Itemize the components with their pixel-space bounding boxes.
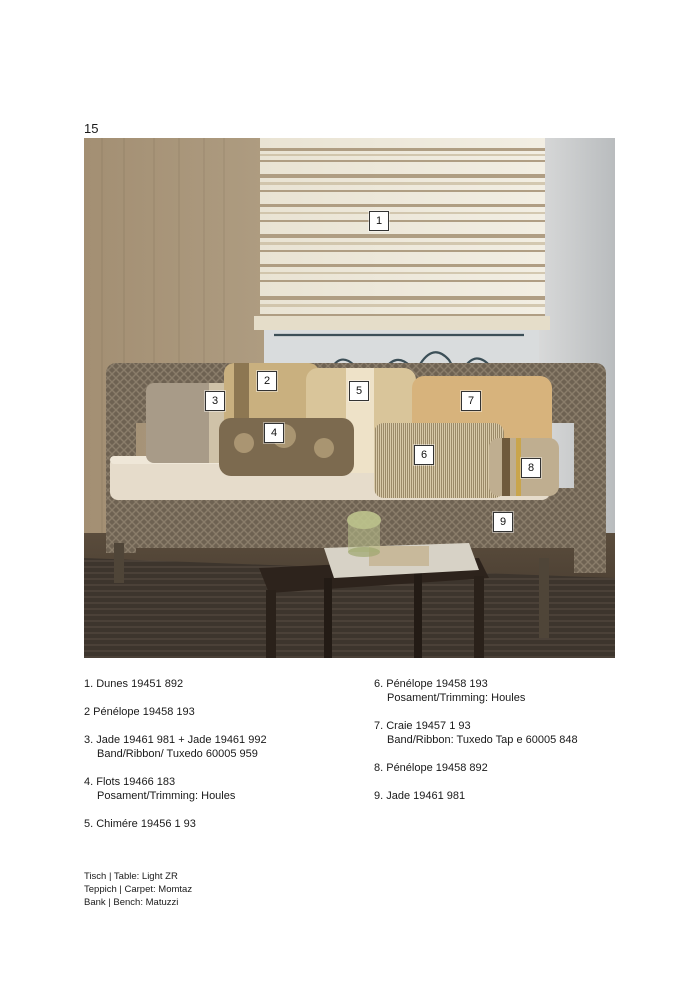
photo-marker-3: 3: [205, 391, 225, 411]
credit-bench: Bank | Bench: Matuzzi: [84, 897, 179, 908]
legend-item-detail: Posament/Trimming: Houles: [97, 790, 236, 802]
legend-item-label: 1. Dunes 19451 892: [84, 678, 184, 690]
photo-marker-7: 7: [461, 391, 481, 411]
legend-item-detail: Posament/Trimming: Houles: [387, 692, 526, 704]
legend-item: [374, 789, 465, 803]
legend-item: [84, 677, 183, 691]
legend-item: [374, 761, 488, 775]
room-photo: [84, 138, 615, 658]
legend-item: [84, 733, 267, 761]
legend-item: [84, 817, 196, 831]
legend-item-label: 6. Pénélope 19458 193: [374, 678, 488, 690]
legend-item-label: 4. Flots 19466 183: [84, 776, 176, 788]
photo-marker-5: 5: [349, 381, 369, 401]
photo-marker-8: 8: [521, 458, 541, 478]
photo-marker-9: 9: [493, 512, 513, 532]
legend-item-label: 2 Pénélope 19458 193: [84, 706, 195, 718]
furniture-credits: [84, 870, 192, 909]
legend-item-label: 8. Pénélope 19458 892: [374, 762, 488, 774]
legend-item-detail: Band/Ribbon: Tuxedo Tap e 60005 848: [387, 734, 578, 746]
legend-item: [84, 775, 235, 803]
page-number: 15: [84, 121, 99, 136]
legend-item: [374, 719, 578, 747]
legend-item-detail: Band/Ribbon/ Tuxedo 60005 959: [97, 748, 258, 760]
legend-item-label: 7. Craie 19457 1 93: [374, 720, 471, 732]
legend-item: [84, 705, 195, 719]
photo-marker-1: 1: [369, 211, 389, 231]
legend-item-label: 3. Jade 19461 981 + Jade 19461 992: [84, 734, 267, 746]
credit-table: Tisch | Table: Light ZR: [84, 871, 178, 882]
photo-marker-6: 6: [414, 445, 434, 465]
photo-marker-2: 2: [257, 371, 277, 391]
credit-carpet: Teppich | Carpet: Momtaz: [84, 884, 193, 895]
legend-item-label: 5. Chimére 19456 1 93: [84, 818, 196, 830]
legend-item-label: 9. Jade 19461 981: [374, 790, 466, 802]
photo-marker-4: 4: [264, 423, 284, 443]
legend-item: [374, 677, 525, 705]
